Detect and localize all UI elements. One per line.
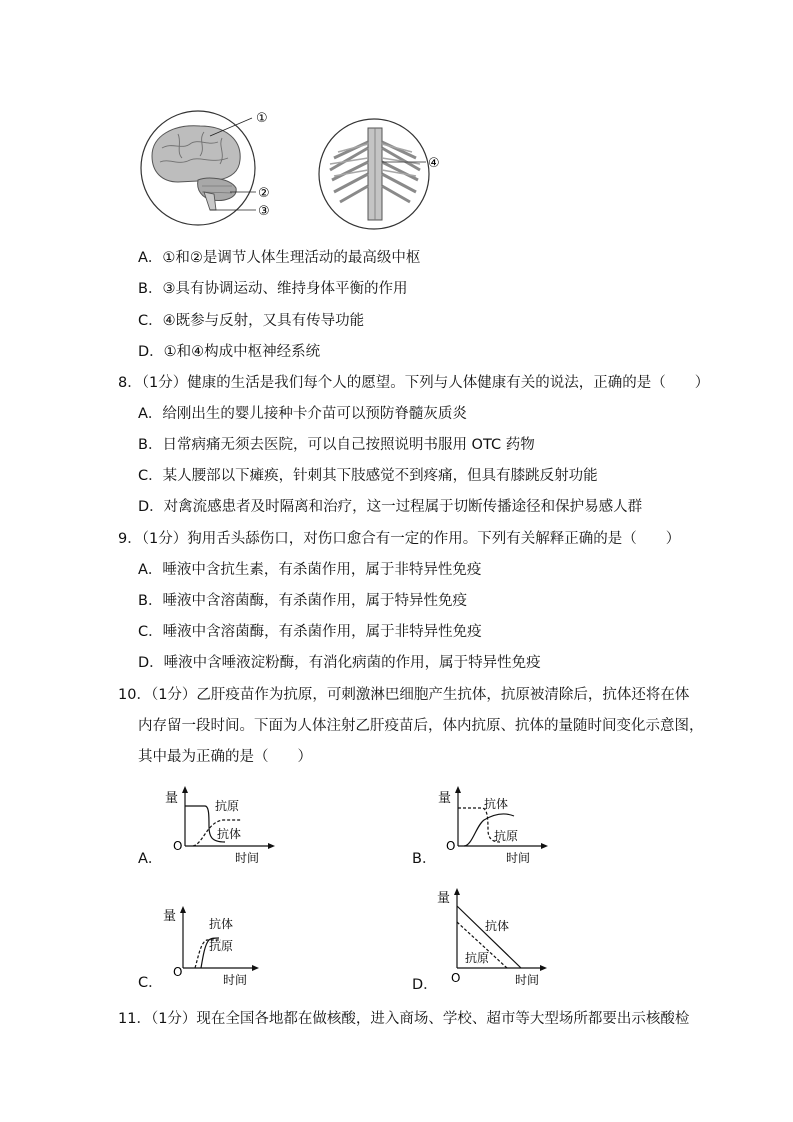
q7-option-d: D．①和④构成中枢神经系统 [138,344,321,360]
brain-label-2: ② [258,186,270,201]
q9-option-d: D．唾液中含唾液淀粉酶，有消化病菌的作用，属于特异性免疫 [138,655,541,671]
q8-option-a: A．给刚出生的婴儿接种卡介苗可以预防脊髓灰质炎 [138,406,467,422]
q10-stem-line-3: 其中最为正确的是（ ） [138,749,312,765]
brain-figure [138,106,288,231]
brain-label-3: ③ [258,204,270,219]
q9-option-a: A．唾液中含抗生素，有杀菌作用，属于非特异性免疫 [138,562,482,578]
graph-c-x-label: 时间 [223,973,248,987]
graph-b-x-label: 时间 [506,851,531,865]
q10-graph-c [163,904,263,988]
spinal-cord-figure [316,118,456,233]
graph-a-origin: O [173,839,183,853]
q8-stem: 8．（1分）健康的生活是我们每个人的愿望。下列与人体健康有关的说法，正确的是（ ） [118,375,710,391]
q7-option-b: B．③具有协调运动、维持身体平衡的作用 [138,281,408,297]
q8-option-d: D．对禽流感患者及时隔离和治疗，这一过程属于切断传播途径和保护易感人群 [138,499,643,515]
graph-d-origin: O [451,971,461,985]
q7-option-a: A．①和②是调节人体生理活动的最高级中枢 [138,250,421,266]
graph-a-upper-label: 抗原 [215,799,240,813]
graph-d-upper-label: 抗体 [485,919,510,933]
graph-b-upper-label: 抗体 [484,797,509,811]
graph-c-upper-label: 抗体 [209,917,234,931]
graph-d-x-label: 时间 [515,973,540,987]
graph-c-origin: O [173,965,183,979]
graph-b-y-label: 量 [438,791,452,806]
brain-label-1: ① [256,111,268,126]
graph-b-lower-label: 抗原 [494,829,519,843]
q9-stem: 9．（1分）狗用舌头舔伤口，对伤口愈合有一定的作用。下列有关解释正确的是（ ） [118,531,681,547]
q10-graph-a [165,786,275,866]
graph-c-lower-label: 抗原 [209,939,234,953]
q10-option-b-label: B． [412,851,437,867]
graph-a-y-label: 量 [165,791,179,806]
graph-c-y-label: 量 [163,909,177,924]
q7-option-c: C．④既参与反射，又具有传导功能 [138,313,365,329]
spinal-cord-illustration [316,118,456,233]
q10-stem-line-1: 10．（1分）乙肝疫苗作为抗原，可刺激淋巴细胞产生抗体，抗原被清除后，抗体还将在体 [118,687,690,703]
q10-option-a-label: A． [138,851,163,867]
graph-a-x-label: 时间 [235,851,260,865]
q10-graph-b [438,786,548,866]
q9-option-b: B．唾液中含溶菌酶，有杀菌作用，属于特异性免疫 [138,593,467,609]
q8-option-c: C．某人腰部以下瘫痪，针刺其下肢感觉不到疼痛，但具有膝跳反射功能 [138,468,598,484]
q8-option-b: B．日常病痛无须去医院，可以自己按照说明书服用 OTC 药物 [138,437,535,453]
spinal-label-4: ④ [428,156,440,171]
q10-option-d-label: D． [412,977,438,993]
q10-option-c-label: C． [138,975,163,991]
graph-b-origin: O [446,839,456,853]
graph-d-lower-label: 抗原 [465,951,490,965]
q10-graph-d [437,884,549,990]
q9-option-c: C．唾液中含溶菌酶，有杀菌作用，属于非特异性免疫 [138,624,482,640]
q10-stem-line-2: 内存留一段时间。下面为人体注射乙肝疫苗后，体内抗原、抗体的量随时间变化示意图， [138,718,704,734]
graph-d-y-label: 量 [437,891,451,906]
brain-illustration [138,106,288,231]
q11-stem: 11．（1分）现在全国各地都在做核酸，进入商场、学校、超市等大型场所都要出示核酸检 [118,1011,690,1027]
graph-a-lower-label: 抗体 [217,827,242,841]
